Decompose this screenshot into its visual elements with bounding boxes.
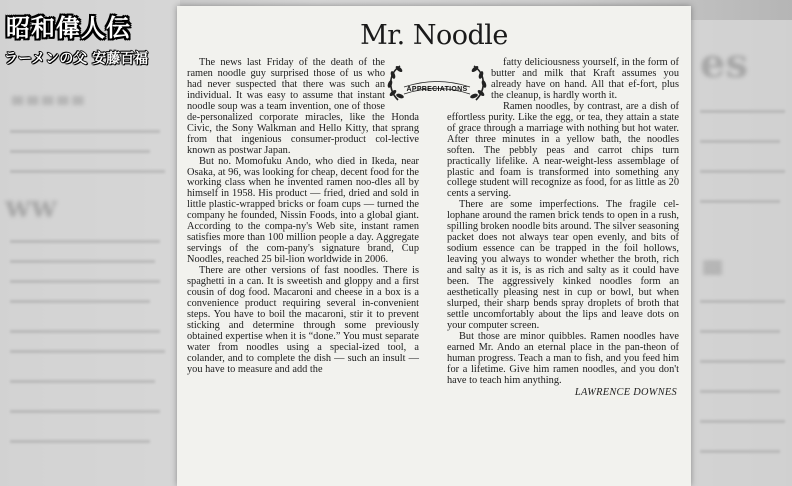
author-byline: LAWRENCE DOWNES bbox=[574, 386, 677, 398]
article-column-right bbox=[447, 58, 679, 399]
paragraph: fatty deliciousness yourself, in the form of butter and milk that Kraft assumes you already have on hand. All that ef-fort, plus the cleanup, is hardly worth it. bbox=[491, 57, 679, 101]
appreciations-badge-text: APPRECIATIONS bbox=[406, 86, 468, 93]
paragraph: There are some imperfections. The fragile cel-lophane around the ramen brick tends to open in a rush, spilling broken noodle bits around. The silver seasoning packet does not always tear open evenly, and bits of sodium essence can be trapped in the foil hollows, leaving you always to wonder whether the broth, rich and salty as it is, is as rich and salty as it could have been. The aggressively kinked noodles form an aesthetically pleasing nest in cup or bowl, but when slurped, their sharp bends spray droplets of broth that settle uncomfortably about the lips and leave dots on your computer screen. bbox=[447, 199, 679, 331]
program-subtitle: ラーメンの父 安藤百福 bbox=[4, 51, 149, 67]
caption-overlay bbox=[0, 0, 176, 486]
paragraph: But those are minor quibbles. Ramen noodles have earned Mr. Ando an eternal place in the pan-theon of human progress. Teach a man to fish, and you feed him for a lifetime. Give him ramen noodles, and you don't have to teach him anything. bbox=[447, 330, 679, 386]
paragraph: There are other versions of fast noodles. There is spaghetti in a can. It is sweetish and gloppy and a first cousin of dog food. Macaroni and cheese in a box is a convenience product requiring several in-convenient steps. You have to boil the macaroni, stir it to prevent sticking and determine through some previously obtained expertise when it is “done.” You must separate water from noodles using a special-ized tool, a colander, and to complete the dish — such an insult — you have to measure and add the bbox=[187, 265, 419, 375]
paragraph: The news last Friday of the death of the ramen noodle guy surprised those of us who had never suspected that there was such an individual. It was easy to assume that instant noodle soup was a team invention, one of those de-personalized corporate miracles, like the Honda Civic, the Sony Walkman and Hello Kitty, that sprang from that ingenious consumer-product col-lective known as postwar Japan. bbox=[187, 57, 419, 156]
program-title: 昭和偉人伝 bbox=[6, 14, 131, 42]
paragraph: Ramen noodles, by contrast, are a dish of effortless purity. Like the egg, or tea, they attain a state of grace through a marriage with nothing but hot water. After three minutes in a yellow bath, the noodles soften. The pebbly peas and carrot chips turn practically lifelike. A near-weight-less assemblage of plastic and foam is transformed into something any college student will recognize as food, for as little as 20 cents a serving. bbox=[447, 100, 679, 200]
article-column-left bbox=[187, 58, 419, 376]
paragraph: But no. Momofuku Ando, who died in Ikeda, near Osaka, at 96, was looking for cheap, decent food for the working class when he invented ramen noo-dles all by himself in 1958. His product — fried, dried and sold in little plastic-wrapped bricks or foam cups — turned the company he founded, Nissin Foods, into a global giant. According to the compa-ny's Web site, instant ramen satisfies more than 100 million people a day. Aggregate servings of the com-pany's signature brand, Cup Noodles, reached 25 bil-lion worldwide in 2006. bbox=[187, 155, 419, 266]
newspaper-clipping bbox=[177, 6, 691, 486]
article-title: Mr. Noodle bbox=[360, 20, 508, 51]
blurred-newspaper-background: ≡≡≡≡≡ es ww ≡ bbox=[0, 0, 792, 486]
